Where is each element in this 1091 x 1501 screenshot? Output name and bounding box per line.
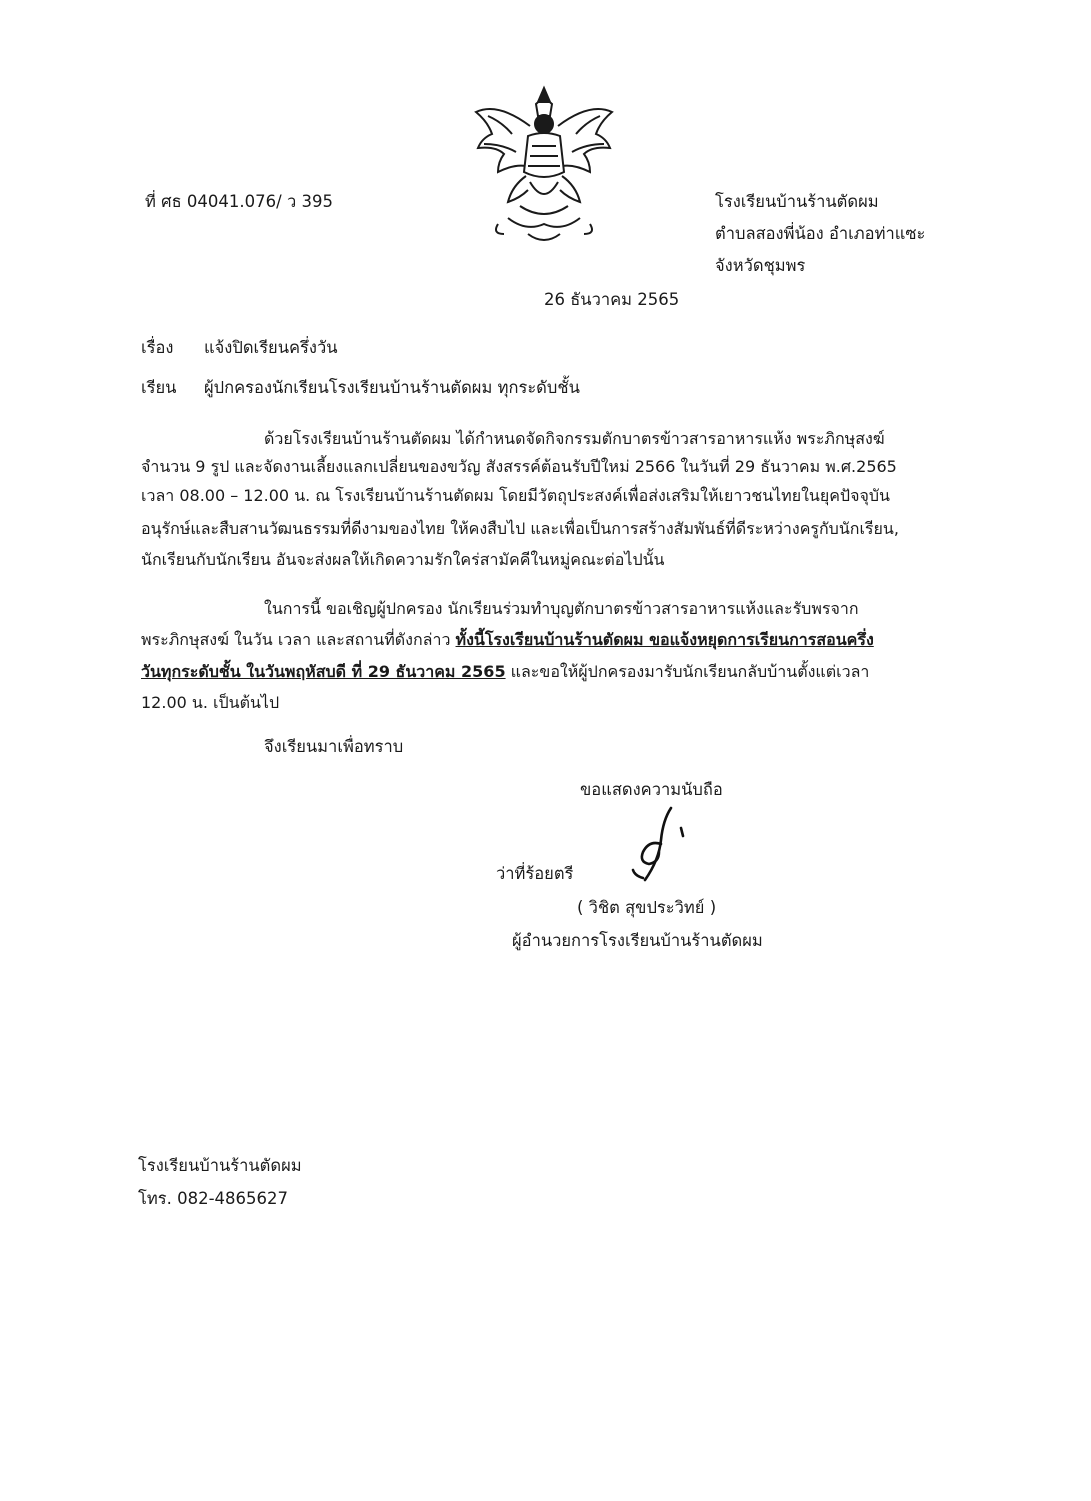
school-name: โรงเรียนบ้านร้านตัดผม [715, 192, 879, 211]
recipient-label: เรียน [141, 378, 177, 397]
paragraph-2-line-4: 12.00 น. เป็นต้นไป [141, 693, 280, 712]
footer-school-name: โรงเรียนบ้านร้านตัดผม [138, 1156, 302, 1175]
paragraph-1-line-3: เวลา 08.00 – 12.00 น. ณ โรงเรียนบ้านร้านตัดผม โดยมีวัตถุประสงค์เพื่อส่งเสริมให้เยาวชนไทยในยุคปัจจุบัน [141, 486, 890, 505]
school-address-province: จังหวัดชุมพร [715, 256, 806, 275]
closure-notice-emphasis-2: วันทุกระดับชั้น ในวันพฤหัสบดี ที่ 29 ธันวาคม 2565 [141, 662, 506, 681]
paragraph-1-line-5: นักเรียนกับนักเรียน อันจะส่งผลให้เกิดความรักใคร่สามัคคีในหมู่คณะต่อไปนั้น [141, 550, 665, 569]
school-address-district: ตำบลสองพี่น้อง อำเภอท่าแซะ [715, 224, 926, 243]
signatory-name: ( วิชิต สุขประวิทย์ ) [577, 898, 717, 917]
letter-date: 26 ธันวาคม 2565 [544, 290, 680, 309]
recipient-text: ผู้ปกครองนักเรียนโรงเรียนบ้านร้านตัดผม ทุกระดับชั้น [204, 378, 580, 397]
signatory-rank: ว่าที่ร้อยตรี [496, 864, 574, 883]
paragraph-1-line-4: อนุรักษ์และสืบสานวัฒนธรรมที่ดีงามของไทย ให้คงสืบไป และเพื่อเป็นการสร้างสัมพันธ์ที่ดีระหว่างครูกับนักเรียน, [141, 519, 899, 538]
signature-icon [615, 800, 695, 890]
garuda-emblem-icon [468, 82, 620, 252]
reference-number: ที่ ศธ 04041.076/ ว 395 [145, 192, 333, 211]
closing-regards: ขอแสดงความนับถือ [580, 780, 723, 799]
paragraph-2-line-3-plain: และขอให้ผู้ปกครองมารับนักเรียนกลับบ้านตั้งแต่เวลา [505, 662, 870, 681]
paragraph-2-line-3 [141, 660, 869, 684]
subject-label: เรื่อง [141, 338, 174, 357]
closing-notice: จึงเรียนมาเพื่อทราบ [264, 737, 404, 756]
paragraph-2-line-2-plain: พระภิกษุสงฆ์ ในวัน เวลา และสถานที่ดังกล่าว [141, 630, 456, 649]
subject-text: แจ้งปิดเรียนครึ่งวัน [204, 338, 338, 357]
paragraph-1-line-2: จำนวน 9 รูป และจัดงานเลี้ยงแลกเปลี่ยนของขวัญ สังสรรค์ต้อนรับปีใหม่ 2566 ในวันที่ 29 ธันวาคม พ.ศ.2565 [141, 457, 897, 476]
paragraph-1-line-1: ด้วยโรงเรียนบ้านร้านตัดผม ได้กำหนดจัดกิจกรรมตักบาตรข้าวสารอาหารแห้ง พระภิกษุสงฆ์ [264, 429, 885, 448]
signatory-position: ผู้อำนวยการโรงเรียนบ้านร้านตัดผม [512, 931, 763, 950]
paragraph-2-line-2 [141, 628, 874, 652]
footer-phone: โทร. 082-4865627 [138, 1189, 289, 1208]
paragraph-2-line-1: ในการนี้ ขอเชิญผู้ปกครอง นักเรียนร่วมทำบุญตักบาตรข้าวสารอาหารแห้งและรับพรจาก [264, 599, 859, 618]
closure-notice-emphasis-1: ทั้งนี้โรงเรียนบ้านร้านตัดผม ขอแจ้งหยุดการเรียนการสอนครึ่ง [455, 630, 874, 649]
